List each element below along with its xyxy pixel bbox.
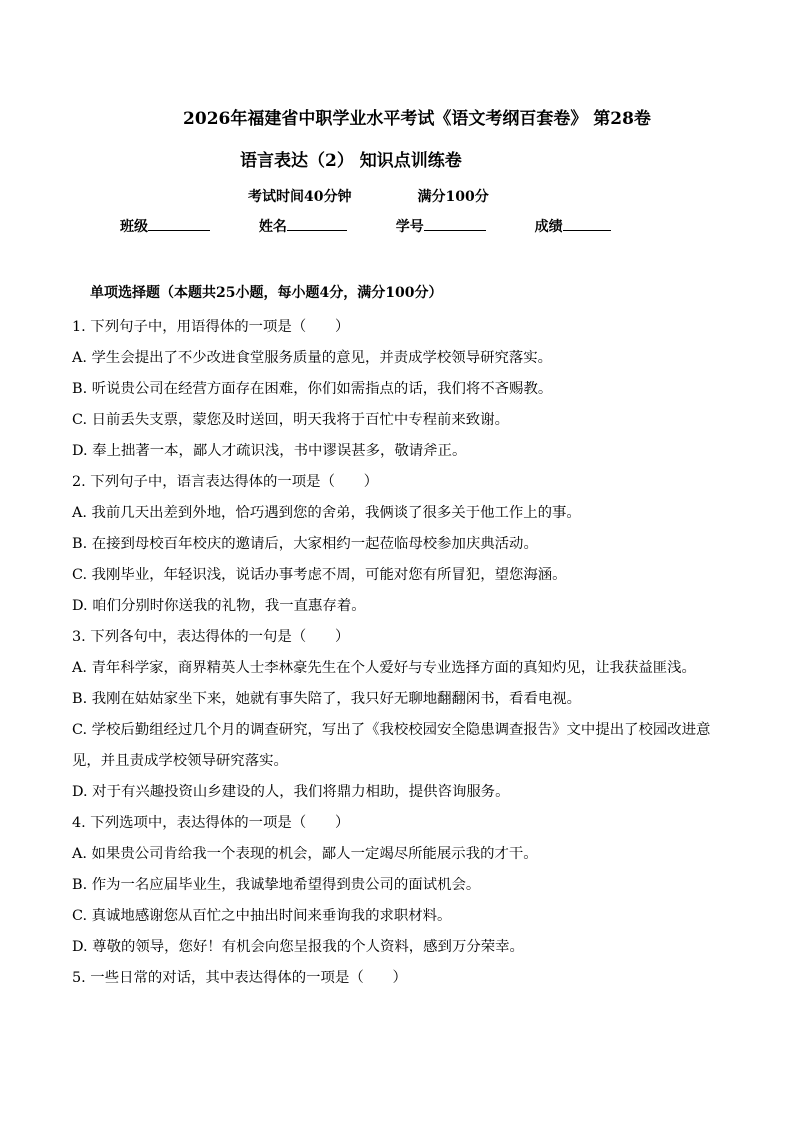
question-stem: 2. 下列句子中，语言表达得体的一项是（ ） bbox=[72, 474, 379, 490]
exam-score: 满分100分 bbox=[417, 189, 489, 205]
exam-time: 考试时间40分钟 bbox=[248, 189, 352, 205]
question-option: C. 学校后勤组经过几个月的调查研究，写出了《我校校园安全隐患调查报告》文中提出了校园改进意见，并且责成学校领导研究落实。 bbox=[72, 722, 711, 769]
question-option: C. 真诚地感谢您从百忙之中抽出时间来垂询我的求职材料。 bbox=[72, 908, 452, 924]
question-option: A. 如果贵公司肯给我一个表现的机会，鄙人一定竭尽所能展示我的才干。 bbox=[72, 846, 538, 862]
field-score: 成绩 bbox=[535, 216, 611, 236]
question-stem: 1. 下列句子中，用语得体的一项是（ ） bbox=[72, 319, 350, 335]
question-option: D. 奉上拙著一本，鄙人才疏识浅，书中谬误甚多，敬请斧正。 bbox=[72, 443, 467, 459]
question-option: C. 日前丢失支票，蒙您及时送回，明天我将于百忙中专程前来致谢。 bbox=[72, 412, 509, 428]
question-stem: 3. 下列各句中，表达得体的一句是（ ） bbox=[72, 629, 350, 645]
question-stem: 5. 一些日常的对话，其中表达得体的一项是（ ） bbox=[72, 970, 407, 986]
question-option: A. 学生会提出了不少改进食堂服务质量的意见，并责成学校领导研究落实。 bbox=[72, 350, 553, 366]
exam-meta bbox=[248, 186, 489, 206]
page-subtitle: 语言表达（2） 知识点训练卷 bbox=[240, 151, 462, 171]
question-option: B. 在接到母校百年校庆的邀请后，大家相约一起莅临母校参加庆典活动。 bbox=[72, 536, 538, 552]
field-name-blank bbox=[287, 216, 347, 231]
question-list bbox=[72, 312, 732, 994]
question-option: D. 尊敬的领导，您好！有机会向您呈报我的个人资料，感到万分荣幸。 bbox=[72, 939, 524, 955]
question-option: D. 对于有兴趣投资山乡建设的人，我们将鼎力相助，提供咨询服务。 bbox=[72, 784, 510, 800]
question-option: D. 咱们分别时你送我的礼物，我一直惠存着。 bbox=[72, 598, 366, 614]
question-option: B. 听说贵公司在经营方面存在困难，你们如需指点的话，我们将不吝赐教。 bbox=[72, 381, 553, 397]
question-option: C. 我刚毕业，年轻识浅，说话办事考虑不周，可能对您有所冒犯，望您海涵。 bbox=[72, 567, 567, 583]
field-score-blank bbox=[563, 216, 611, 231]
field-number: 学号 bbox=[396, 216, 486, 236]
question-option: B. 作为一名应届毕业生，我诚挚地希望得到贵公司的面试机会。 bbox=[72, 877, 481, 893]
field-number-blank bbox=[424, 216, 486, 231]
question-option: B. 我刚在姑姑家坐下来，她就有事失陪了，我只好无聊地翻翻闲书，看看电视。 bbox=[72, 691, 582, 707]
student-info-fields bbox=[120, 216, 655, 236]
question-option: A. 青年科学家，商界精英人士李林豪先生在个人爱好与专业选择方面的真知灼见，让我获益匪浅。 bbox=[72, 660, 696, 676]
page-title: 2026年福建省中职学业水平考试《语文考纲百套卷》 第28卷 bbox=[183, 109, 651, 129]
question-stem: 4. 下列选项中，表达得体的一项是（ ） bbox=[72, 815, 350, 831]
section-heading: 单项选择题（本题共25小题，每小题4分，满分100分） bbox=[90, 285, 443, 301]
question-option: A. 我前几天出差到外地，恰巧遇到您的舍弟，我俩谈了很多关于他工作上的事。 bbox=[72, 505, 581, 521]
field-name: 姓名 bbox=[259, 216, 347, 236]
field-class-blank bbox=[148, 216, 210, 231]
field-class: 班级 bbox=[120, 216, 210, 236]
